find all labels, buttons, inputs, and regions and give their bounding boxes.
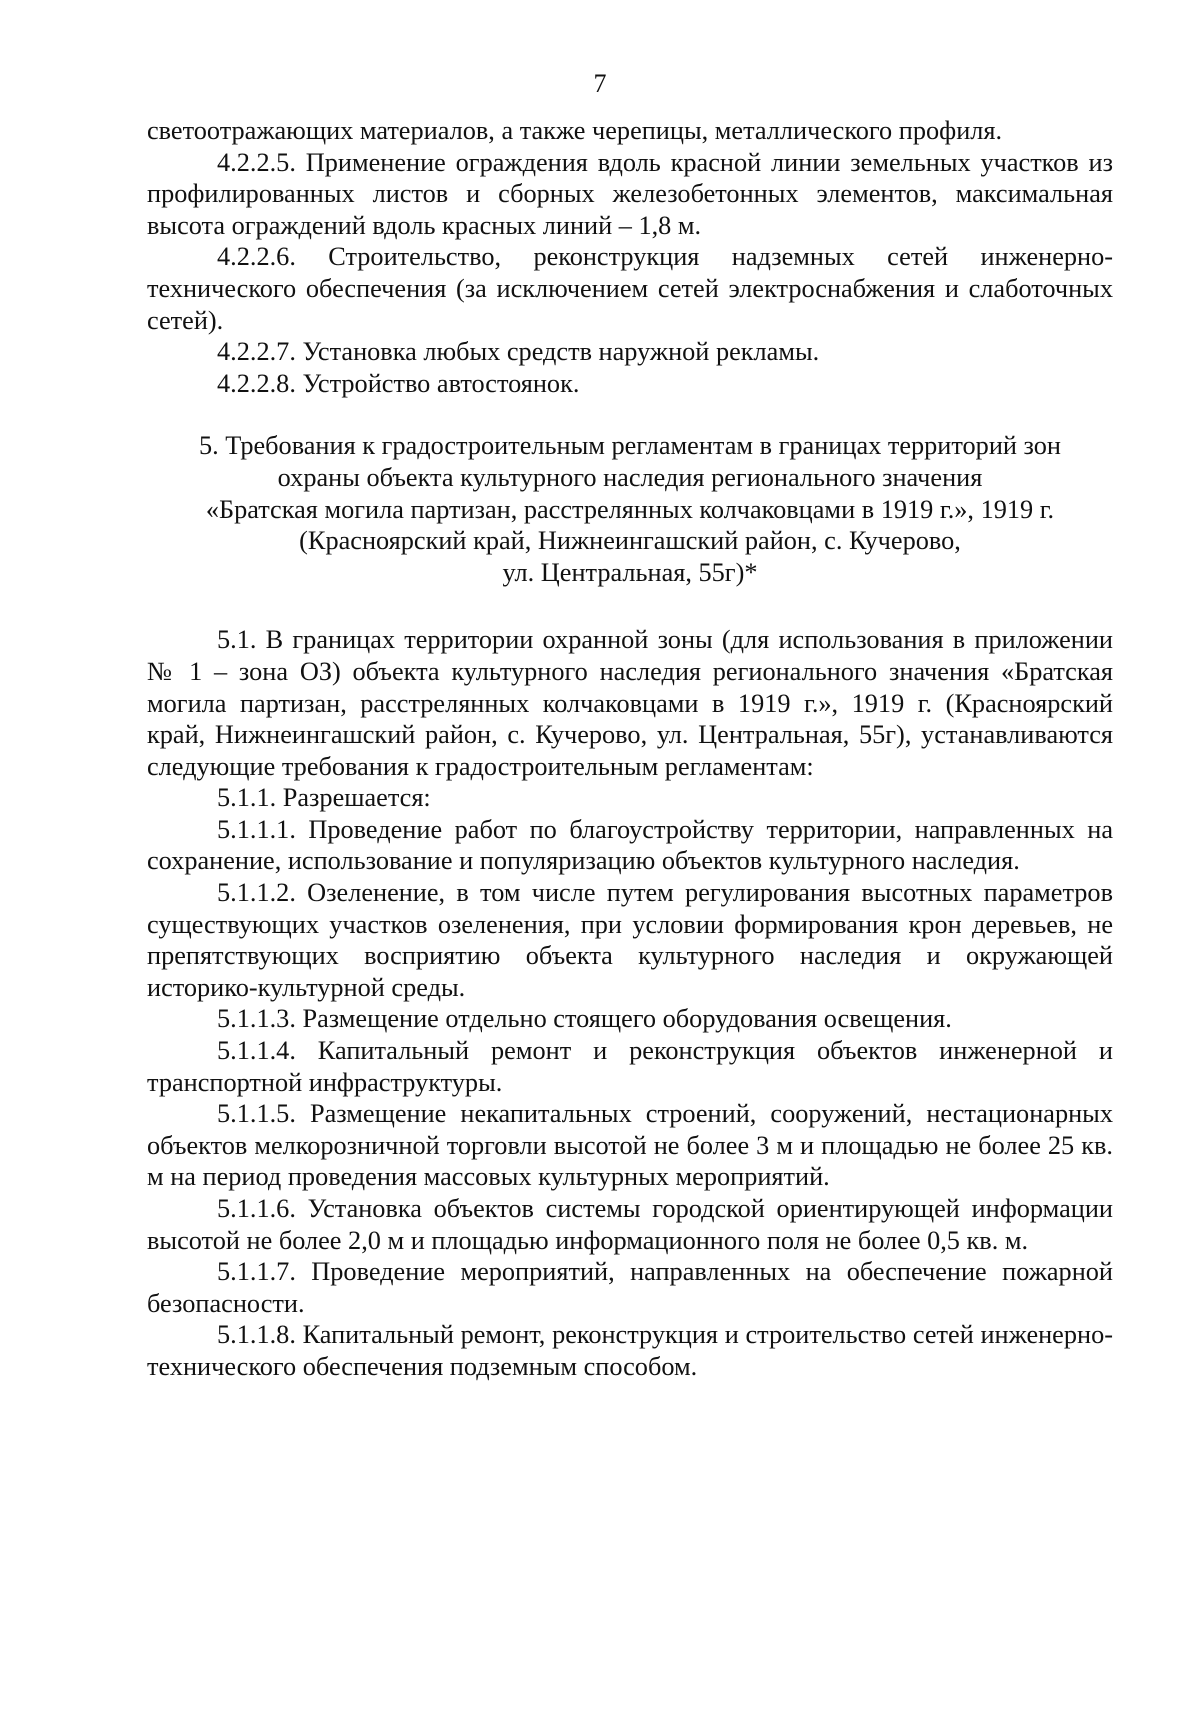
heading-line: 5. Требования к градостроительным регламентам в границах территорий зон <box>198 431 1061 461</box>
section-spacer <box>147 588 1113 624</box>
paragraph-5-1-1-8: 5.1.1.8. Капитальный ремонт, реконструкция и строительство сетей инженерно-технического обеспечения подземным способом. <box>147 1320 1113 1381</box>
paragraph-4-2-2-8: 4.2.2.8. Устройство автостоянок. <box>217 368 580 398</box>
paragraph-4-2-2-7: 4.2.2.7. Установка любых средств наружной рекламы. <box>217 337 820 367</box>
heading-line: ул. Центральная, 55г)* <box>502 557 758 587</box>
paragraph-5-1-1-6: 5.1.1.6. Установка объектов системы городской ориентирующей информации высотой не более 2,0 м и площадью информационного поля не более 0,5 кв. м. <box>147 1194 1113 1255</box>
paragraph-4-2-2-5: 4.2.2.5. Применение ограждения вдоль красной линии земельных участков из профилированных листов и сборных железобетонных элементов, максимальная высота ограждений вдоль красных линий – 1,8 м. <box>147 147 1113 240</box>
paragraph-5-1-1: 5.1.1. Разрешается: <box>217 783 431 813</box>
paragraph-continuation: светоотражающих материалов, а также черепицы, металлического профиля. <box>147 116 1003 145</box>
paragraph-5-1-1-5: 5.1.1.5. Размещение некапитальных строений, сооружений, нестационарных объектов мелкорозничной торговли высотой не более 3 м и площадью не более 25 кв. м на период проведения массовых культурных мероприятий. <box>147 1099 1113 1192</box>
paragraph-5-1-1-7: 5.1.1.7. Проведение мероприятий, направленных на обеспечение пожарной безопасности. <box>147 1257 1113 1318</box>
paragraph-5-1-1-3: 5.1.1.3. Размещение отдельно стоящего оборудования освещения. <box>217 1004 952 1034</box>
section-spacer <box>147 399 1113 430</box>
heading-line: «Братская могила партизан, расстрелянных колчаковцами в 1919 г.», 1919 г. <box>205 494 1055 524</box>
paragraph-5-1-1-1: 5.1.1.1. Проведение работ по благоустройству территории, направленных на сохранение, использование и популяризацию объектов культурного наследия. <box>147 814 1113 876</box>
paragraph-4-2-2-6: 4.2.2.6. Строительство, реконструкция надземных сетей инженерно-технического обеспечения (за исключением сетей электроснабжения и слаботочных сетей). <box>147 242 1113 335</box>
paragraph-5-1-1-2: 5.1.1.2. Озеленение, в том числе путем регулирования высотных параметров существующих участков озеленения, при условии формирования крон деревьев, не препятствующих восприятию объекта культурного наследия и окружающей историко-культурной среды. <box>147 878 1113 1002</box>
paragraph-5-1-1-4: 5.1.1.4. Капитальный ремонт и реконструкция объектов инженерной и транспортной инфраструктуры. <box>147 1036 1113 1097</box>
page-number: 7 <box>593 69 607 98</box>
heading-line: охраны объекта культурного наследия регионального значения <box>277 462 983 492</box>
section-5-heading <box>147 430 1113 588</box>
document-body <box>147 115 1113 1383</box>
paragraph-5-1: 5.1. В границах территории охранной зоны (для использования в приложении № 1 – зона ОЗ) объекта культурного наследия регионального значения «Братская могила партизан, расстрелянных колчаковцами в 1919 г.», 1919 г. (Красноярский край, Нижнеингашский район, с. Кучерово, ул. Центральная, 55г), устанавливаются следующие требования к градостроительным регламентам: <box>147 625 1113 781</box>
heading-line: (Красноярский край, Нижнеингашский район, с. Кучерово, <box>299 526 961 556</box>
